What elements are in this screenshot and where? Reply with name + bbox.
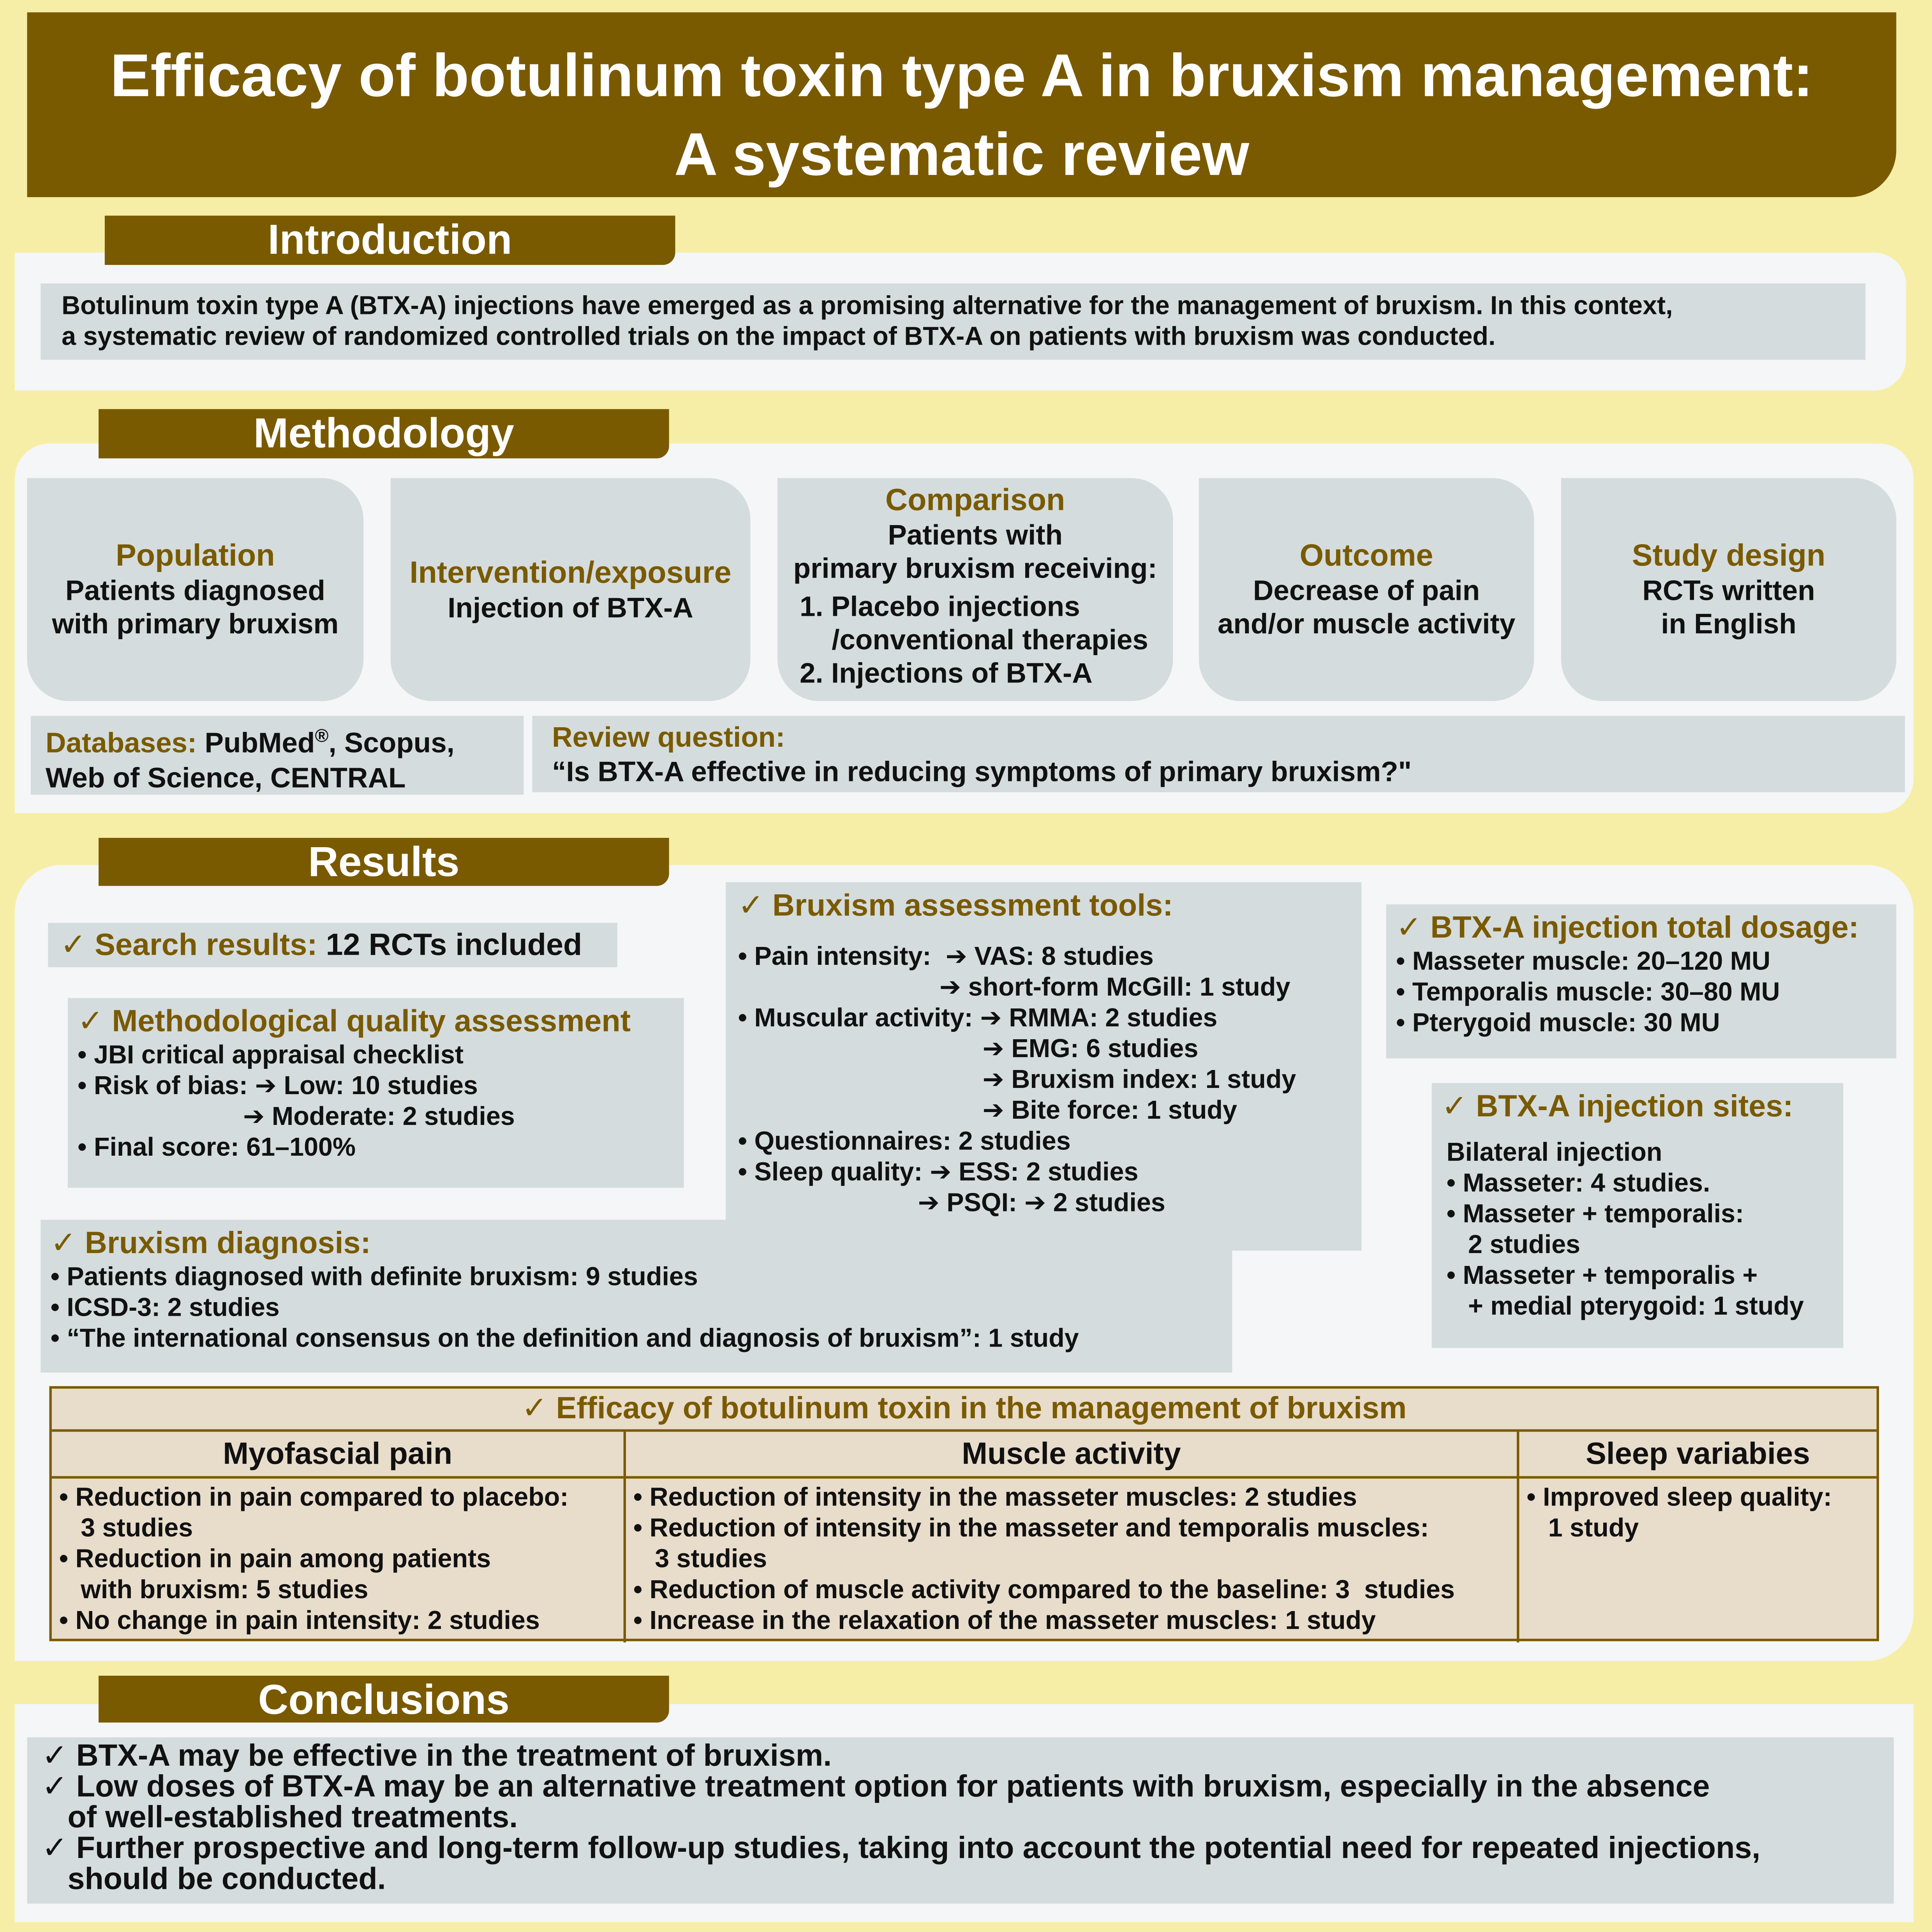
quality-assessment-list bbox=[78, 1040, 674, 1163]
poster-title bbox=[27, 12, 1897, 197]
list-item: • Final score: 61–100% bbox=[78, 1133, 356, 1162]
comparison-line-1: Patients with bbox=[888, 518, 1063, 551]
introduction-heading: Introduction bbox=[105, 216, 675, 265]
study-design-label: Study design bbox=[1632, 538, 1826, 573]
list-item: ➔ PSQI: ➔ 2 studies bbox=[738, 1189, 1165, 1218]
list-item: ➔ Moderate: 2 studies bbox=[78, 1103, 515, 1131]
comparison-item-1b: /conventional therapies bbox=[832, 623, 1148, 656]
comparison-item-1: 1. Placebo injections bbox=[799, 590, 1080, 622]
list-item: • Masseter muscle: 20–120 MU bbox=[1396, 947, 1771, 976]
population-line-2: with primary bruxism bbox=[52, 607, 339, 640]
list-item: • Reduction in pain compared to placebo: bbox=[59, 1483, 569, 1512]
comparison-line-2: primary bruxism receiving: bbox=[793, 552, 1157, 584]
list-item: • Masseter + temporalis + bbox=[1446, 1262, 1758, 1290]
intervention-line-1: Injection of BTX-A bbox=[448, 591, 693, 623]
sleep-variables-list bbox=[1519, 1479, 1876, 1548]
population-line-1: Patients diagnosed bbox=[65, 574, 325, 606]
list-item: of well-established treatments. bbox=[42, 1800, 518, 1835]
list-item: Bilateral injection bbox=[1446, 1138, 1662, 1167]
list-item: ➔ EMG: 6 studies bbox=[738, 1035, 1199, 1063]
population-label: Population bbox=[116, 538, 275, 573]
outcome-box bbox=[1199, 478, 1534, 701]
sleep-variables-header: Sleep variabies bbox=[1519, 1432, 1876, 1479]
list-item: • Pterygoid muscle: 30 MU bbox=[1396, 1009, 1720, 1038]
list-item: ✓ BTX-A may be effective in the treatment of bruxism. bbox=[42, 1738, 832, 1773]
list-item: ➔ Bruxism index: 1 study bbox=[738, 1066, 1296, 1094]
study-design-line-2: in English bbox=[1661, 607, 1796, 640]
search-results-label: ✓ Search results: bbox=[60, 927, 317, 962]
quality-assessment-box bbox=[68, 998, 684, 1188]
comparison-item-2: 2. Injections of BTX-A bbox=[799, 657, 1093, 689]
introduction-line-1: Botulinum toxin type A (BTX-A) injections have emerged as a promising alternative for the management of bruxism. In this context, bbox=[62, 292, 1673, 321]
search-results-box bbox=[48, 923, 617, 967]
list-item: 3 studies bbox=[633, 1545, 767, 1574]
list-item: • ICSD-3: 2 studies bbox=[50, 1294, 280, 1322]
review-question-box bbox=[532, 716, 1905, 792]
comparison-label: Comparison bbox=[885, 483, 1065, 518]
intervention-box bbox=[391, 478, 751, 701]
list-item: • Masseter: 4 studies. bbox=[1446, 1169, 1710, 1198]
list-item: ✓ Further prospective and long-term follow-up studies, taking into account the potential need for repeated injections, bbox=[42, 1831, 1761, 1866]
assessment-tools-list bbox=[738, 941, 1349, 1219]
list-item: • JBI critical appraisal checklist bbox=[78, 1041, 464, 1070]
outcome-line-1: Decrease of pain bbox=[1253, 574, 1480, 606]
bruxism-diagnosis-box bbox=[41, 1220, 1232, 1373]
injection-dosage-heading: ✓ BTX-A injection total dosage: bbox=[1396, 910, 1859, 945]
assessment-tools-box bbox=[726, 882, 1361, 1251]
list-item: ✓ Low doses of BTX-A may be an alternative treatment option for patients with bruxism, especially in the absence bbox=[42, 1769, 1710, 1804]
title-line-2: A systematic review bbox=[674, 122, 1250, 189]
databases-line-2: Web of Science, CENTRAL bbox=[46, 761, 406, 793]
list-item: should be conducted. bbox=[42, 1861, 386, 1897]
quality-assessment-heading: ✓ Methodological quality assessment bbox=[78, 1004, 631, 1039]
list-item: ➔ Bite force: 1 study bbox=[738, 1096, 1237, 1125]
review-question-label: Review question: bbox=[552, 721, 785, 753]
muscle-activity-list bbox=[626, 1479, 1517, 1640]
myofascial-pain-column bbox=[52, 1432, 626, 1643]
muscle-activity-header: Muscle activity bbox=[626, 1432, 1517, 1479]
results-heading: Results bbox=[99, 838, 669, 886]
conclusions-heading: Conclusions bbox=[99, 1676, 669, 1722]
list-item: • Increase in the relaxation of the masseter muscles: 1 study bbox=[633, 1606, 1376, 1635]
review-question-text: “Is BTX-A effective in reducing symptoms of primary bruxism?" bbox=[552, 755, 1412, 788]
list-item: • “The international consensus on the definition and diagnosis of bruxism”: 1 study bbox=[50, 1324, 1079, 1353]
list-item: • Sleep quality: ➔ ESS: 2 studies bbox=[738, 1158, 1139, 1187]
list-item: • Pain intensity: ➔ VAS: 8 studies bbox=[738, 942, 1154, 971]
methodology-heading: Methodology bbox=[99, 409, 669, 458]
list-item: • Patients diagnosed with definite bruxism: 9 studies bbox=[50, 1263, 698, 1292]
databases-pubmed: PubMed bbox=[204, 726, 315, 759]
muscle-activity-column bbox=[626, 1432, 1519, 1643]
outcome-line-2: and/or muscle activity bbox=[1217, 607, 1516, 640]
outcome-label: Outcome bbox=[1299, 538, 1433, 573]
databases-box bbox=[31, 716, 524, 795]
list-item: • Reduction of intensity in the masseter muscles: 2 studies bbox=[633, 1483, 1357, 1512]
injection-sites-heading: ✓ BTX-A injection sites: bbox=[1442, 1089, 1793, 1124]
title-line-1: Efficacy of botulinum toxin type A in bruxism management: bbox=[110, 43, 1813, 110]
comparison-list bbox=[777, 590, 1173, 690]
introduction-line-2: a systematic review of randomized controlled trials on the impact of BTX-A on patients with bruxism was conducted. bbox=[62, 323, 1496, 351]
list-item: • Masseter + temporalis: bbox=[1446, 1200, 1744, 1229]
list-item: • Temporalis muscle: 30–80 MU bbox=[1396, 978, 1780, 1007]
conclusions-box bbox=[27, 1737, 1894, 1904]
study-design-line-1: RCTs written bbox=[1642, 574, 1815, 606]
sleep-variables-column bbox=[1519, 1432, 1876, 1643]
conclusions-list bbox=[42, 1738, 1879, 1897]
study-design-box bbox=[1561, 478, 1896, 701]
list-item: 3 studies bbox=[59, 1514, 193, 1543]
myofascial-pain-header: Myofascial pain bbox=[52, 1432, 624, 1479]
list-item: • No change in pain intensity: 2 studies bbox=[59, 1606, 540, 1635]
list-item: • Questionnaires: 2 studies bbox=[738, 1127, 1071, 1156]
intervention-label: Intervention/exposure bbox=[409, 555, 732, 590]
list-item: • Reduction of intensity in the masseter and temporalis muscles: bbox=[633, 1514, 1429, 1543]
injection-sites-box bbox=[1432, 1083, 1844, 1348]
assessment-tools-heading: ✓ Bruxism assessment tools: bbox=[738, 888, 1173, 923]
myofascial-pain-list bbox=[52, 1479, 624, 1640]
list-item: • Improved sleep quality: bbox=[1527, 1483, 1832, 1512]
comparison-box bbox=[777, 478, 1173, 701]
injection-dosage-list bbox=[1396, 946, 1886, 1038]
efficacy-heading: ✓ Efficacy of botulinum toxin in the management of bruxism bbox=[52, 1389, 1877, 1432]
list-item: • Risk of bias: ➔ Low: 10 studies bbox=[78, 1072, 478, 1100]
list-item: • Muscular activity: ➔ RMMA: 2 studies bbox=[738, 1004, 1218, 1033]
population-box bbox=[27, 478, 364, 701]
search-results-value: 12 RCTs included bbox=[326, 927, 582, 962]
list-item: 1 study bbox=[1527, 1514, 1639, 1543]
efficacy-table bbox=[49, 1386, 1879, 1641]
list-item: 2 studies bbox=[1446, 1231, 1581, 1259]
registered-mark: ® bbox=[315, 726, 329, 747]
bruxism-diagnosis-heading: ✓ Bruxism diagnosis: bbox=[50, 1226, 371, 1261]
list-item: ➔ short-form McGill: 1 study bbox=[738, 973, 1290, 1002]
databases-label: Databases: bbox=[46, 726, 197, 759]
efficacy-columns bbox=[52, 1432, 1877, 1643]
list-item: with bruxism: 5 studies bbox=[59, 1576, 368, 1604]
list-item: • Reduction in pain among patients bbox=[59, 1545, 491, 1574]
injection-sites-list bbox=[1442, 1137, 1833, 1322]
databases-rest: , Scopus, bbox=[328, 726, 455, 759]
bruxism-diagnosis-list bbox=[51, 1262, 1222, 1354]
list-item: • Reduction of muscle activity compared to the baseline: 3 studies bbox=[633, 1576, 1455, 1604]
injection-dosage-box bbox=[1386, 904, 1897, 1058]
list-item: + medial pterygoid: 1 study bbox=[1446, 1292, 1804, 1321]
introduction-text bbox=[41, 284, 1865, 360]
